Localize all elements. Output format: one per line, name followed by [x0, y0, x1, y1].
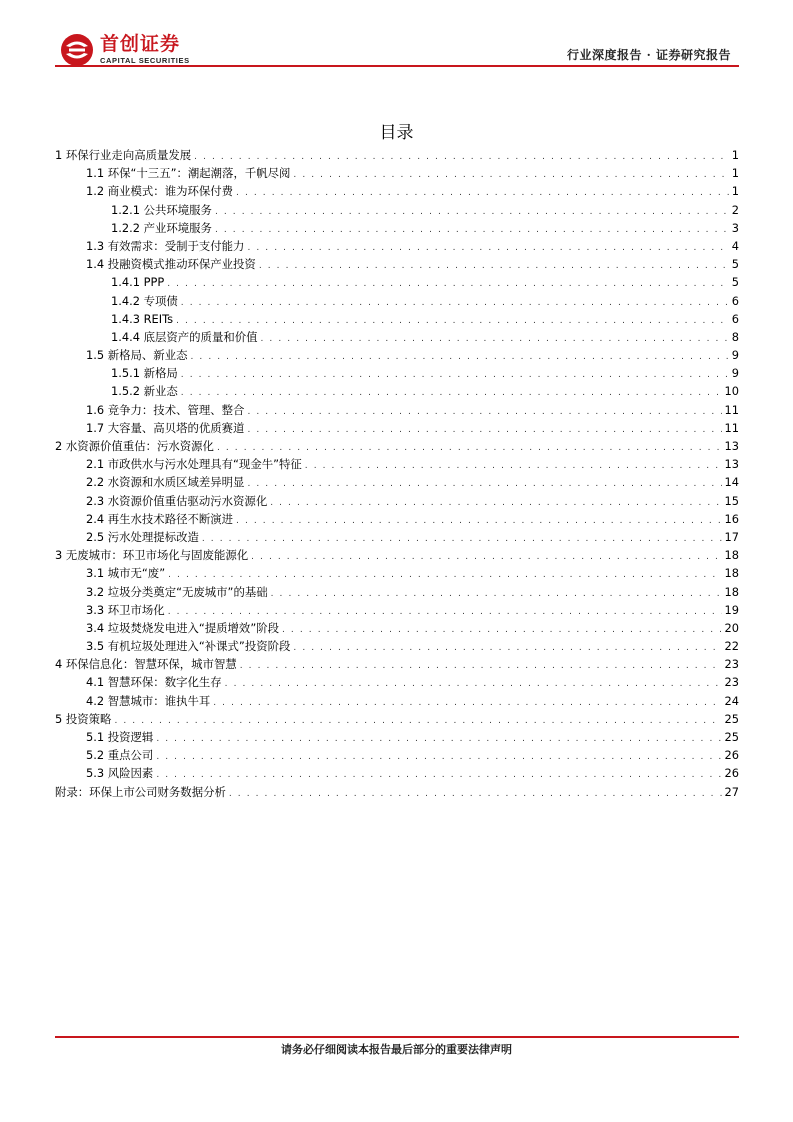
toc-entry-label: 2.1 市政供水与污水处理具有“现金牛”特征 — [86, 457, 302, 472]
toc-entry-page: 27 — [724, 784, 739, 799]
toc-entry[interactable] — [55, 437, 739, 455]
header-divider — [55, 65, 739, 67]
toc-entry[interactable] — [55, 346, 739, 364]
toc-entry-label: 3.2 垃圾分类奠定“无废城市”的基础 — [86, 584, 268, 599]
toc-entry[interactable] — [55, 146, 739, 164]
toc-leader-dots — [176, 312, 729, 330]
toc-entry-label: 5.1 投资逻辑 — [86, 730, 154, 744]
toc-entry-label: 5 投资策略 — [55, 711, 112, 726]
toc-entry-label: 1.5.2 新业态 — [111, 384, 178, 399]
table-of-contents — [55, 146, 739, 801]
toc-entry-label: 4.2 智慧城市：谁执牛耳 — [86, 693, 211, 708]
toc-entry-label: 1.4.2 专项债 — [111, 293, 178, 308]
toc-entry-page: 24 — [724, 693, 739, 708]
toc-leader-dots — [181, 384, 722, 402]
toc-entry[interactable] — [55, 164, 739, 182]
toc-entry-label: 2.3 水资源价值重估驱动污水资源化 — [86, 493, 268, 508]
toc-entry-page: 9 — [731, 348, 739, 363]
toc-entry[interactable] — [55, 455, 739, 473]
toc-entry-label: 1.2.2 产业环境服务 — [111, 220, 212, 235]
toc-entry-page: 11 — [724, 420, 739, 435]
toc-title: 目录 — [379, 123, 414, 143]
toc-leader-dots — [247, 421, 721, 439]
toc-entry[interactable] — [55, 655, 739, 673]
toc-entry[interactable] — [55, 255, 739, 273]
toc-leader-dots — [156, 730, 721, 748]
toc-entry-page: 26 — [724, 748, 739, 763]
toc-entry[interactable] — [55, 364, 739, 382]
toc-entry[interactable] — [55, 219, 739, 237]
toc-leader-dots — [305, 457, 722, 475]
toc-entry-page: 19 — [724, 602, 739, 617]
toc-entry-page: 4 — [731, 238, 739, 253]
toc-entry-label: 1.2 商业模式：谁为环保付费 — [86, 184, 234, 199]
toc-leader-dots — [181, 366, 729, 384]
toc-entry-label: 1.4.1 PPP — [111, 275, 165, 290]
toc-leader-dots — [213, 694, 721, 712]
toc-entry-page: 8 — [731, 329, 739, 344]
logo-emblem-icon — [60, 33, 94, 67]
toc-leader-dots — [190, 348, 728, 366]
toc-entry-page: 16 — [724, 511, 739, 526]
toc-entry-label: 4.1 智慧环保：数字化生存 — [86, 675, 222, 690]
toc-entry-page: 6 — [731, 311, 739, 326]
toc-entry[interactable] — [55, 201, 739, 219]
toc-entry-page: 2 — [731, 202, 739, 217]
toc-entry[interactable] — [55, 237, 739, 255]
toc-entry[interactable] — [55, 546, 739, 564]
toc-entry-label: 3 无废城市：环卫市场化与固废能源化 — [55, 548, 249, 563]
toc-entry[interactable] — [55, 564, 739, 582]
toc-leader-dots — [215, 221, 729, 239]
toc-leader-dots — [167, 275, 729, 293]
toc-entry-page: 1 — [731, 148, 739, 162]
toc-leader-dots — [251, 548, 721, 566]
toc-leader-dots — [225, 675, 722, 693]
toc-entry-page: 11 — [724, 402, 739, 417]
toc-entry-label: 3.5 有机垃圾处理进入“补课式”投资阶段 — [86, 639, 291, 654]
toc-leader-dots — [156, 766, 721, 784]
toc-entry-page: 17 — [724, 529, 739, 544]
logo-chinese-name: 首创证券 — [100, 33, 181, 55]
toc-entry-label: 2.2 水资源和水质区域差异明显 — [86, 475, 245, 490]
toc-entry[interactable] — [55, 382, 739, 400]
footer-divider — [55, 1036, 739, 1038]
toc-entry-label: 1.2.1 公共环境服务 — [111, 202, 212, 217]
toc-leader-dots — [247, 403, 721, 421]
toc-entry-page: 18 — [724, 584, 739, 599]
toc-entry-page: 14 — [724, 475, 739, 490]
toc-entry-page: 5 — [731, 275, 739, 290]
toc-entry[interactable] — [55, 692, 739, 710]
toc-leader-dots — [271, 585, 722, 603]
toc-entry-page: 20 — [724, 620, 739, 635]
toc-leader-dots — [156, 748, 721, 766]
toc-leader-dots — [114, 712, 721, 730]
toc-leader-dots — [293, 166, 728, 184]
toc-leader-dots — [215, 203, 729, 221]
toc-entry-page: 3 — [731, 220, 739, 235]
toc-entry[interactable] — [55, 492, 739, 510]
toc-leader-dots — [202, 530, 722, 548]
toc-entry-page: 18 — [724, 548, 739, 563]
toc-entry-label: 1.4 投融资模式推动环保产业投资 — [86, 257, 256, 272]
toc-entry[interactable] — [55, 292, 739, 310]
toc-entry-label: 1.1 环保“十三五”：潮起潮落，千帆尽阅 — [86, 166, 291, 181]
toc-entry-label: 3.3 环卫市场化 — [86, 602, 165, 617]
toc-entry[interactable] — [55, 601, 739, 619]
toc-entry-label: 1.5 新格局、新业态 — [86, 348, 188, 363]
toc-entry-label: 2.4 再生水技术路径不断演进 — [86, 511, 234, 526]
toc-entry[interactable] — [55, 619, 739, 637]
toc-entry[interactable] — [55, 182, 739, 200]
toc-entry-label: 3.1 城市无“废” — [86, 566, 166, 581]
page-header — [0, 0, 793, 80]
toc-entry[interactable] — [55, 419, 739, 437]
toc-leader-dots — [282, 621, 721, 639]
toc-entry[interactable] — [55, 510, 739, 528]
toc-entry-page: 25 — [724, 711, 739, 726]
toc-leader-dots — [240, 657, 722, 675]
toc-entry-label: 2 水资源价值重估：污水资源化 — [55, 439, 214, 453]
toc-entry-page: 18 — [724, 566, 739, 581]
toc-entry-label: 附录：环保上市公司财务数据分析 — [55, 784, 226, 799]
toc-entry-label: 1 环保行业走向高质量发展 — [55, 148, 192, 162]
toc-leader-dots — [236, 512, 721, 530]
toc-leader-dots — [247, 475, 721, 493]
toc-entry-page: 15 — [724, 493, 739, 508]
toc-entry-page: 9 — [731, 366, 739, 381]
toc-entry[interactable] — [55, 673, 739, 691]
toc-entry-page: 1 — [731, 166, 739, 181]
toc-entry[interactable] — [55, 746, 739, 764]
toc-entry-page: 5 — [731, 257, 739, 272]
toc-entry-page: 26 — [724, 766, 739, 781]
toc-entry-page: 22 — [724, 639, 739, 654]
toc-leader-dots — [261, 330, 729, 348]
report-type-label: 行业深度报告 · 证券研究报告 — [566, 48, 731, 62]
toc-entry-page: 13 — [724, 439, 739, 453]
toc-entry-page: 6 — [731, 293, 739, 308]
toc-entry-label: 3.4 垃圾焚烧发电进入“提质增效”阶段 — [86, 620, 280, 635]
toc-leader-dots — [236, 184, 729, 202]
toc-entry-label: 2.5 污水处理提标改造 — [86, 529, 199, 544]
toc-entry[interactable] — [55, 273, 739, 291]
toc-leader-dots — [293, 639, 721, 657]
toc-entry-label: 1.3 有效需求：受制于支付能力 — [86, 238, 245, 253]
toc-entry-page: 10 — [724, 384, 739, 399]
toc-entry-label: 1.4.3 REITs — [111, 311, 174, 326]
toc-entry-label: 1.4.4 底层资产的质量和价值 — [111, 329, 258, 344]
toc-entry[interactable] — [55, 637, 739, 655]
toc-entry[interactable] — [55, 728, 739, 746]
toc-entry[interactable] — [55, 783, 739, 801]
toc-entry[interactable] — [55, 310, 739, 328]
toc-leader-dots — [181, 294, 729, 312]
company-logo — [60, 33, 190, 67]
toc-entry-page: 23 — [724, 675, 739, 690]
toc-entry[interactable] — [55, 583, 739, 601]
legal-disclaimer: 请务必仔细阅读本报告最后部分的重要法律声明 — [281, 1043, 512, 1056]
toc-leader-dots — [229, 785, 722, 803]
toc-entry[interactable] — [55, 328, 739, 346]
toc-entry-label: 4 环保信息化：智慧环保，城市智慧 — [55, 657, 237, 672]
toc-entry[interactable] — [55, 710, 739, 728]
toc-leader-dots — [270, 494, 721, 512]
toc-entry-page: 25 — [724, 730, 739, 744]
toc-entry[interactable] — [55, 473, 739, 491]
logo-english-name: CAPITAL SECURITIES — [100, 56, 190, 65]
toc-leader-dots — [247, 239, 728, 257]
toc-entry-label: 1.6 竞争力：技术、管理、整合 — [86, 402, 245, 417]
toc-entry[interactable] — [55, 764, 739, 782]
toc-entry-label: 1.5.1 新格局 — [111, 366, 178, 381]
toc-entry[interactable] — [55, 528, 739, 546]
toc-entry-page: 13 — [724, 457, 739, 472]
toc-entry-label: 1.7 大容量、高贝塔的优质赛道 — [86, 420, 245, 435]
toc-leader-dots — [259, 257, 729, 275]
toc-entry-label: 5.3 风险因素 — [86, 766, 154, 781]
toc-entry-page: 23 — [724, 657, 739, 672]
toc-entry-page: 1 — [731, 184, 739, 199]
toc-entry[interactable] — [55, 401, 739, 419]
toc-entry-label: 5.2 重点公司 — [86, 748, 154, 763]
